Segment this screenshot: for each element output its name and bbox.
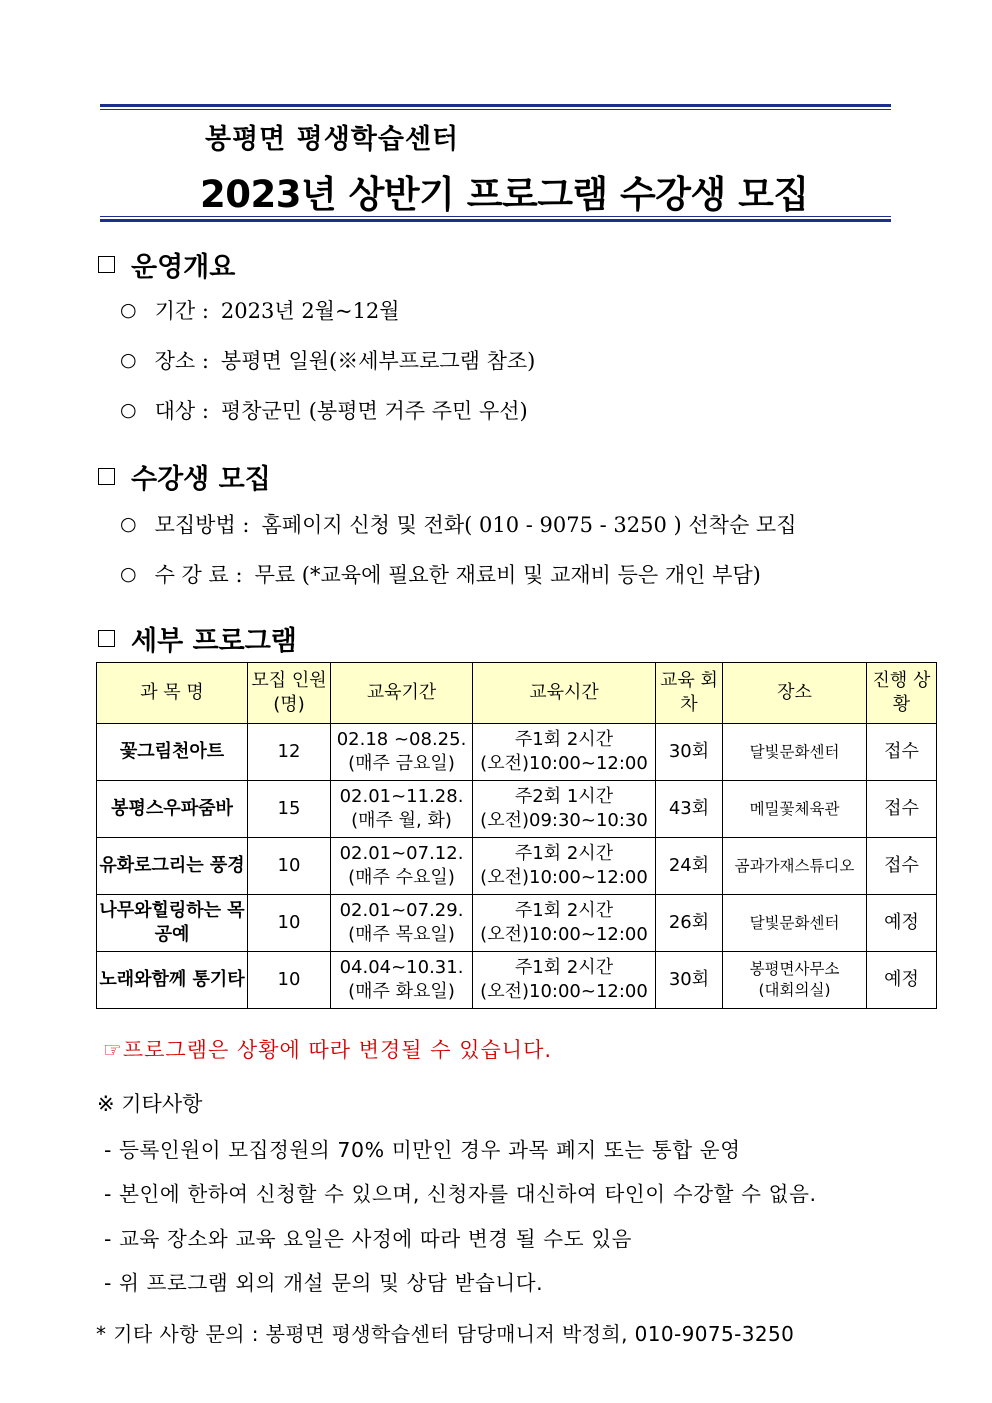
contact-info: * 기타 사항 문의 : 봉평면 평생학습센터 담당매니저 박정희, 010-9075-3250 [96, 1322, 795, 1346]
program-table [96, 662, 937, 1009]
section-program-heading: 세부 프로그램 [98, 619, 297, 658]
column-header: 장소 [723, 663, 867, 724]
course-count: 10 [248, 838, 331, 895]
course-place: 봉평면사무소 (대회의실) [723, 952, 867, 1009]
course-sessions: 43회 [656, 781, 723, 838]
course-sessions: 26회 [656, 895, 723, 952]
table-row [97, 895, 937, 952]
table-row [97, 781, 937, 838]
course-sessions: 30회 [656, 724, 723, 781]
column-header: 과 목 명 [97, 663, 248, 724]
column-header: 교육 회차 [656, 663, 723, 724]
column-header: 진행 상황 [867, 663, 937, 724]
course-name: 나무와힐링하는 목공예 [97, 895, 248, 952]
course-status: 예정 [867, 895, 937, 952]
course-place: 곰과가재스튜디오 [723, 838, 867, 895]
etc-heading: ※ 기타사항 [97, 1092, 203, 1116]
change-notice: ☞프로그램은 상황에 따라 변경될 수 있습니다. [103, 1038, 553, 1062]
course-status: 접수 [867, 781, 937, 838]
course-count: 15 [248, 781, 331, 838]
course-period: 04.04~10.31. (매주 화요일) [331, 952, 473, 1009]
section-recruit-heading: 수강생 모집 [98, 457, 271, 496]
course-place: 달빛문화센터 [723, 895, 867, 952]
table-row [97, 952, 937, 1009]
overview-period: ○ 기간 : 2023년 2월~12월 [120, 299, 400, 323]
checkbox-square-icon [98, 630, 115, 647]
circle-bullet-icon: ○ [120, 299, 137, 321]
table-row [97, 724, 937, 781]
circle-bullet-icon: ○ [120, 563, 137, 585]
recruit-method: ○ 모집방법 : 홈페이지 신청 및 전화( 010 - 9075 - 3250 ) 선착순 모집 [120, 513, 797, 537]
table-header-row [97, 663, 937, 724]
page-title: 2023년 상반기 프로그램 수강생 모집 [200, 173, 809, 216]
course-status: 접수 [867, 724, 937, 781]
etc-item: - 위 프로그램 외의 개설 문의 및 상담 받습니다. [104, 1271, 544, 1295]
course-place: 메밀꽃체육관 [723, 781, 867, 838]
course-place: 달빛문화센터 [723, 724, 867, 781]
circle-bullet-icon: ○ [120, 399, 137, 421]
etc-item: - 등록인원이 모집정원의 70% 미만인 경우 과목 폐지 또는 통합 운영 [104, 1138, 741, 1162]
column-header: 교육기간 [331, 663, 473, 724]
course-period: 02.01~11.28. (매주 월, 화) [331, 781, 473, 838]
course-status: 접수 [867, 838, 937, 895]
course-name: 유화로그리는 풍경 [97, 838, 248, 895]
course-count: 12 [248, 724, 331, 781]
course-period: 02.18 ~08.25. (매주 금요일) [331, 724, 473, 781]
checkbox-square-icon [98, 468, 115, 485]
table-row [97, 838, 937, 895]
course-period: 02.01~07.29. (매주 목요일) [331, 895, 473, 952]
course-status: 예정 [867, 952, 937, 1009]
course-period: 02.01~07.12. (매주 수요일) [331, 838, 473, 895]
page-subtitle: 봉평면 평생학습센터 [205, 124, 460, 155]
course-time: 주1회 2시간 (오전)10:00~12:00 [473, 724, 656, 781]
course-count: 10 [248, 895, 331, 952]
circle-bullet-icon: ○ [120, 349, 137, 371]
column-header: 모집 인원(명) [248, 663, 331, 724]
course-time: 주1회 2시간 (오전)10:00~12:00 [473, 952, 656, 1009]
overview-target: ○ 대상 : 평창군민 (봉평면 거주 주민 우선) [120, 399, 528, 423]
course-count: 10 [248, 952, 331, 1009]
header-top-rule [100, 104, 891, 110]
course-name: 노래와함께 통기타 [97, 952, 248, 1009]
checkbox-square-icon [98, 256, 115, 273]
column-header: 교육시간 [473, 663, 656, 724]
course-time: 주2회 1시간 (오전)09:30~10:30 [473, 781, 656, 838]
header-bottom-rule [100, 216, 891, 222]
circle-bullet-icon: ○ [120, 513, 137, 535]
recruit-fee: ○ 수 강 료 : 무료 (*교육에 필요한 재료비 및 교재비 등은 개인 부담) [120, 563, 761, 587]
course-sessions: 30회 [656, 952, 723, 1009]
course-name: 꽃그림천아트 [97, 724, 248, 781]
section-overview-heading: 운영개요 [98, 245, 235, 284]
etc-item: - 교육 장소와 교육 요일은 사정에 따라 변경 될 수도 있음 [104, 1227, 633, 1251]
course-name: 봉평스우파줌바 [97, 781, 248, 838]
course-sessions: 24회 [656, 838, 723, 895]
overview-place: ○ 장소 : 봉평면 일원(※세부프로그램 참조) [120, 349, 536, 373]
etc-item: - 본인에 한하여 신청할 수 있으며, 신청자를 대신하여 타인이 수강할 수 없음. [104, 1182, 817, 1206]
course-time: 주1회 2시간 (오전)10:00~12:00 [473, 895, 656, 952]
course-time: 주1회 2시간 (오전)10:00~12:00 [473, 838, 656, 895]
